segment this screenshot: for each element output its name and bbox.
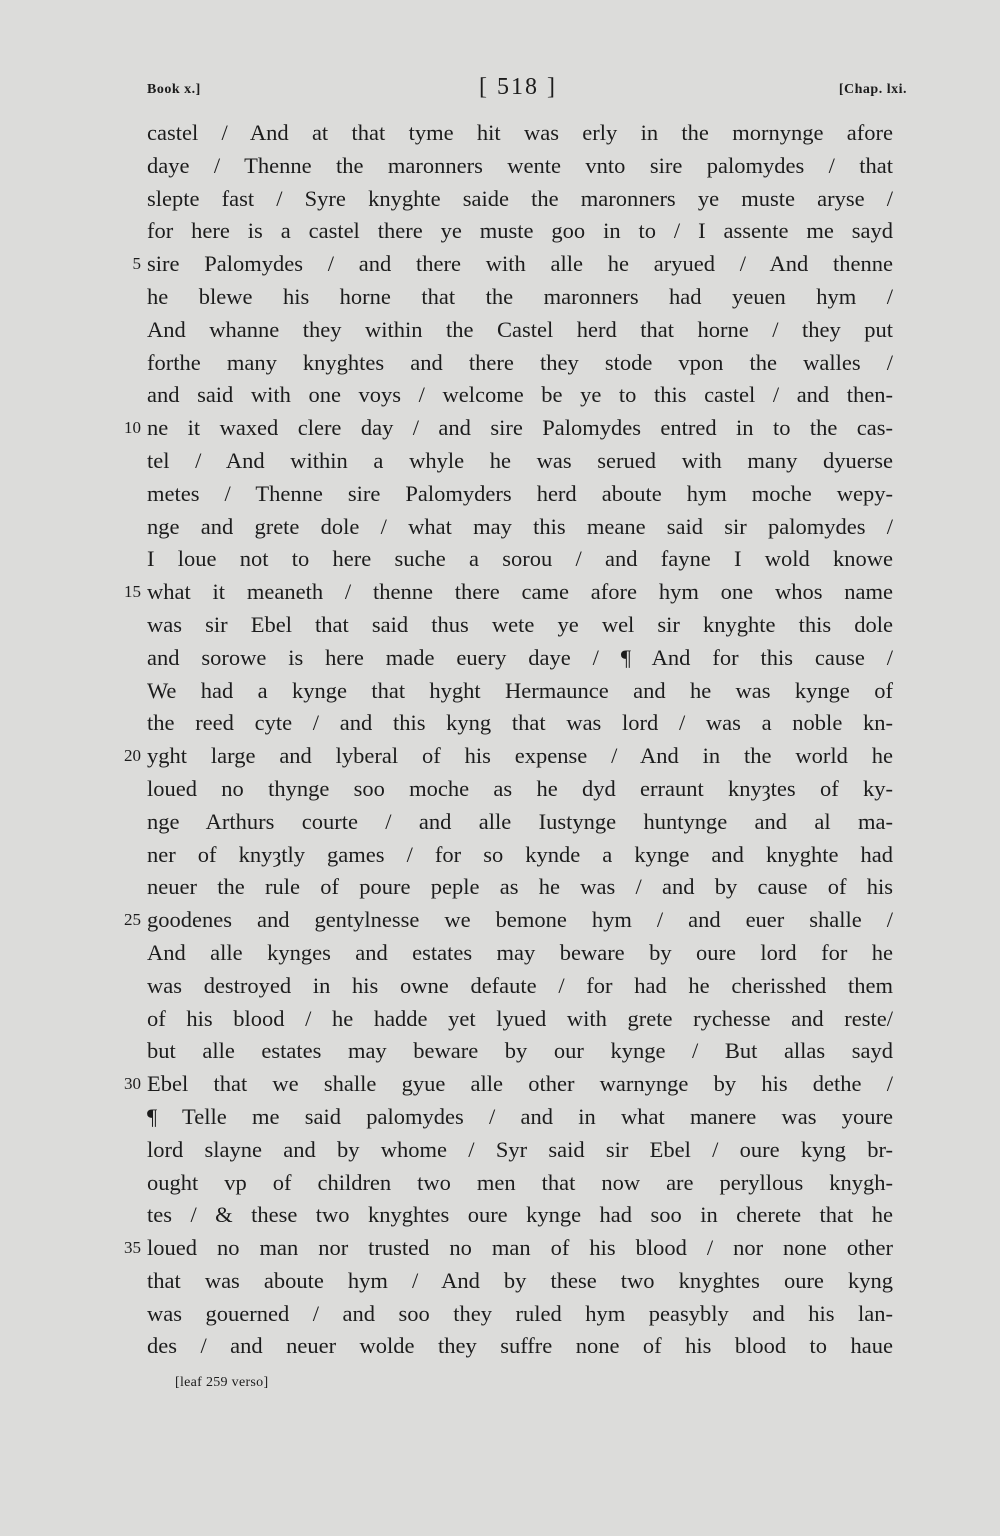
line-text: nge and grete dole / what may this meane said sir palomydes / [147,513,893,539]
text-line [147,215,893,248]
line-text: and said with one voys / welcome be ye to this castel / and then- [147,382,893,408]
text-line [147,675,893,708]
text-line [124,740,893,773]
leaf-note: [leaf 259 verso] [175,1375,269,1390]
text-line [147,1035,893,1068]
line-text: We had a kynge that hyght Hermaunce and he was kynge of [147,677,893,703]
text-line [147,806,893,839]
text-line [147,117,893,150]
line-text: tel / And within a whyle he was serued with many dyuerse [147,447,893,473]
line-text: that was aboute hym / And by these two knyghtes oure kyng [147,1267,893,1293]
line-text: And whanne they within the Castel herd that horne / they put [147,316,893,342]
line-text: loued no man nor trusted no man of his blood / nor none other [147,1235,893,1261]
text-line [147,314,893,347]
text-line [147,871,893,904]
line-text: loued no thynge soo moche as he dyd erraunt knyȝtes of ky- [147,775,893,801]
line-number: 10 [124,418,141,438]
text-line [147,642,893,675]
text-line [124,576,893,609]
text-line [147,445,893,478]
line-text: of his blood / he hadde yet lyued with grete rychesse and reste/ [147,1005,893,1031]
text-line [147,183,893,216]
text-line [124,412,893,445]
text-line [147,1298,893,1331]
line-number: 20 [124,746,141,766]
line-text: forthe many knyghtes and there they stode vpon the walles / [147,349,893,375]
line-text: slepte fast / Syre knyghte saide the maronners ye muste aryse / [147,185,893,211]
line-text: I loue not to here suche a sorou / and fayne I wold knowe [147,546,893,572]
line-text: what it meaneth / thenne there came afore hym one whos name [147,579,893,605]
line-text: and sorowe is here made euery daye / ¶ And for this cause / [147,644,893,670]
line-text: was gouerned / and soo they ruled hym peasybly and his lan- [147,1300,893,1326]
line-text: neuer the rule of poure peple as he was / and by cause of his [147,874,893,900]
line-text: sire Palomydes / and there with alle he aryued / And thenne [147,251,893,277]
line-text: ¶ Telle me said palomydes / and in what manere was youre [147,1103,893,1129]
line-text: yght large and lyberal of his expense / And in the world he [147,743,893,769]
text-line [147,707,893,740]
line-text: ne it waxed clere day / and sire Palomydes entred in to the cas- [147,415,893,441]
line-text: And alle kynges and estates may beware by oure lord for he [147,939,893,965]
page-number: [ 518 ] [479,74,557,100]
text-line [147,937,893,970]
text-line [132,248,893,281]
line-number: 30 [124,1074,141,1094]
line-text: was sir Ebel that said thus wete ye wel sir knyghte this dole [147,611,893,637]
line-number: 35 [124,1238,141,1258]
line-text: ought vp of children two men that now are peryllous knygh- [147,1169,893,1195]
line-text: but alle estates may beware by our kynge / But allas sayd [147,1038,893,1064]
line-text: ner of knyȝtly games / for so kynde a kynge and knyghte had [147,841,893,867]
text-line [124,904,893,937]
line-text: goodenes and gentylnesse we bemone hym / and euer shalle / [147,907,893,933]
text-line [147,773,893,806]
line-number: 5 [132,254,141,274]
book-number: Book x.] [147,82,201,97]
text-line [147,347,893,380]
line-text: des / and neuer wolde they suffre none of his blood to haue [147,1333,893,1359]
line-text: was destroyed in his owne defaute / for had he cherisshed them [147,972,893,998]
text-line [124,1232,893,1265]
text-line [147,478,893,511]
text-line [147,1330,893,1363]
text-line [147,1134,893,1167]
line-text: the reed cyte / and this kyng that was lord / was a noble kn- [147,710,893,736]
text-line [147,543,893,576]
text-line [147,511,893,544]
text-line [147,1199,893,1232]
line-text: for here is a castel there ye muste goo in to / I assente me sayd [147,218,893,244]
text-line [147,1265,893,1298]
line-text: nge Arthurs courte / and alle Iustynge huntynge and al ma- [147,808,893,834]
body-text [124,117,893,1363]
text-line [147,970,893,1003]
text-line [147,839,893,872]
line-text: metes / Thenne sire Palomyders herd aboute hym moche wepy- [147,480,893,506]
line-text: Ebel that we shalle gyue alle other warnynge by his dethe / [147,1071,893,1097]
text-line [147,609,893,642]
text-line [124,1068,893,1101]
line-text: tes / & these two knyghtes oure kynge had soo in cherete that he [147,1202,893,1228]
text-line [147,1167,893,1200]
line-number: 15 [124,582,141,602]
line-text: lord slayne and by whome / Syr said sir Ebel / oure kyng br- [147,1136,893,1162]
line-text: castel / And at that tyme hit was erly in the mornynge afore [147,120,893,145]
text-line [147,150,893,183]
line-number: 25 [124,910,141,930]
text-line [147,281,893,314]
line-text: daye / Thenne the maronners wente vnto sire palomydes / that [147,152,893,178]
chapter-number: [Chap. lxi. [838,82,907,97]
text-line [147,379,893,412]
running-head [147,74,907,104]
line-text: he blewe his horne that the maronners had yeuen hym / [147,283,893,309]
text-line [147,1003,893,1036]
text-line [147,1101,893,1134]
